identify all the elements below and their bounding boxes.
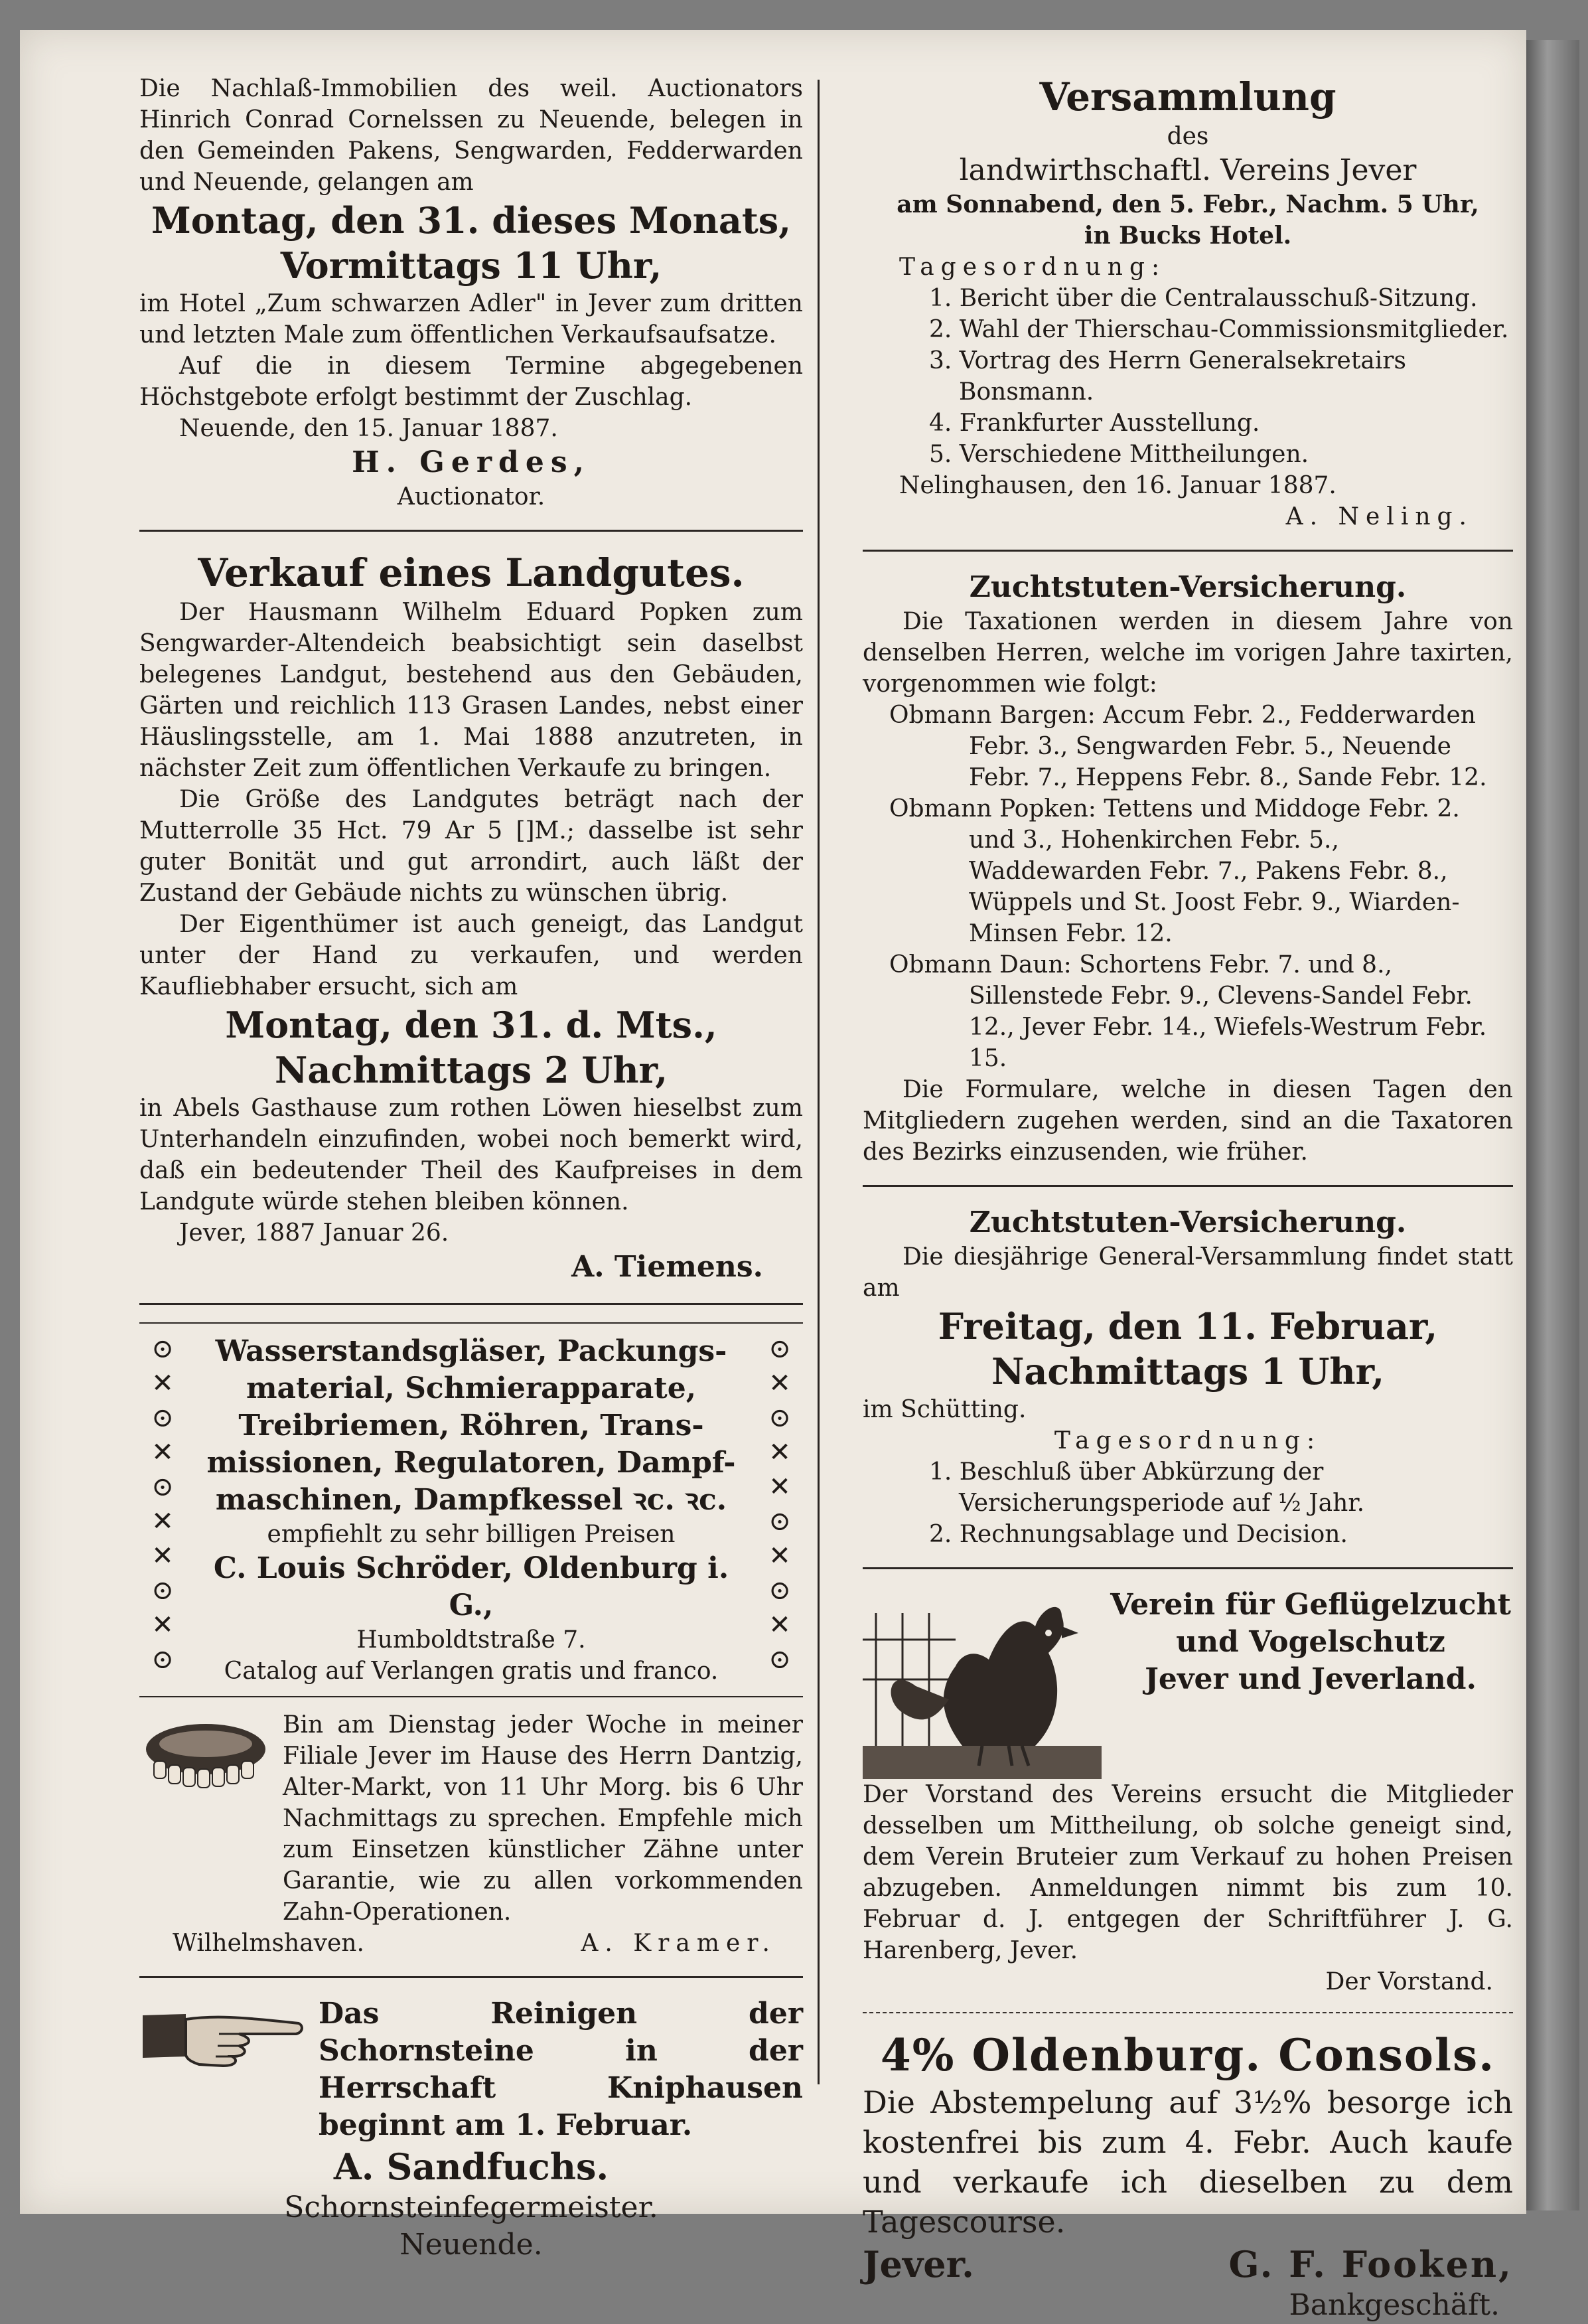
dentist-text: Bin am Dienstag jeder Woche in meiner Filiale Jever im Hause des Herrn Dantzig, Alter-Markt, von 11 Uhr Morg. bis 6 Uhr Nachmittags zu sprechen. Empfehle mich zum Einsetzen künstlicher Zähne unter Garantie, wie zu allen vorkommenden Zahn-Operationen. <box>283 1711 803 1926</box>
assembly-title: Versammlung <box>1039 74 1336 119</box>
ornament-icon: ⊙ <box>151 1403 174 1433</box>
ornament-icon: ⊙ <box>151 1575 174 1606</box>
right-column <box>863 73 1513 2324</box>
list-item: Obmann Bargen: Accum Febr. 2., Fedderwarden Febr. 3., Sengwarden Febr. 5., Neuende Febr. 7., Heppens Febr. 8., Sande Febr. 12. <box>889 702 1487 791</box>
auction-intro: Die Nachlaß-Immobilien des weil. Auctionators Hinrich Conrad Cornelssen zu Neuende, belegen in den Gemeinden Pakens, Sengwarden, Fedderwarden und Neuende, gelangen am <box>139 75 803 196</box>
ornament-icon: ⊙ <box>151 1334 174 1364</box>
list-item: 3. Vortrag des Herrn Generalsekretairs Bonsmann. <box>929 347 1406 406</box>
ornament-icon: ✕ <box>151 1506 174 1537</box>
list-item: Obmann Daun: Schortens Febr. 7. und 8., Sillenstede Febr. 9., Clevens-Sandel Febr. 12., Jever Febr. 14., Wiefels-Westrum Febr. 15. <box>889 951 1487 1072</box>
chimney-place: Neuende. <box>399 2228 543 2262</box>
dentist-place: Wilhelmshaven. <box>173 1930 364 1957</box>
divider <box>863 2012 1513 2013</box>
auction-dateline: Neuende, den 15. Januar 1887. <box>179 415 558 442</box>
divider <box>863 1185 1513 1187</box>
meeting-place: im Schütting. <box>863 1396 1027 1423</box>
poultry-title1: Verein für Geflügelzucht <box>1110 1588 1511 1622</box>
land-sale-dateline: Jever, 1887 Januar 26. <box>179 1219 449 1247</box>
ornament-icon: ⊙ <box>151 1644 174 1675</box>
land-sale-title: Verkauf eines Landgutes. <box>198 550 745 595</box>
ornament-icon: ⊙ <box>768 1334 791 1364</box>
consols-title: 4% Oldenburg. Consols. <box>880 2029 1496 2081</box>
assembly-org: landwirthschaftl. Vereins Jever <box>959 153 1417 187</box>
divider <box>139 1976 803 1978</box>
list-item: Obmann Popken: Tettens und Middoge Febr. 2. und 3., Hohenkirchen Febr. 5., Waddewarden Febr. 7., Pakens Febr. 8., Wüppels und St. Joost Febr. 9., Wiarden-Minsen Febr. 12. <box>889 795 1460 947</box>
list-item: 1. Beschluß über Abkürzung der Versicherungsperiode auf ½ Jahr. <box>929 1458 1365 1517</box>
divider <box>139 530 803 532</box>
land-sale-p2: Die Größe des Landgutes beträgt nach der Mutterrolle 35 Hct. 79 Ar 5 []M.; dasselbe ist sehr guter Bonität und gut arrondirt, auch läßt der Zustand der Gebäude nichts zu wünschen übrig. <box>139 786 803 907</box>
ornament-icon: ✕ <box>151 1437 174 1468</box>
poultry-title3: Jever und Jeverland. <box>1145 1662 1477 1696</box>
assembly-when: am Sonnabend, den 5. Febr., Nachm. 5 Uhr, <box>897 191 1479 218</box>
ornament-icon: ⊙ <box>768 1644 791 1675</box>
list-item: 1. Bericht über die Centralausschuß-Sitzung. <box>929 285 1478 312</box>
machinery-line2: material, Schmierapparate, <box>246 1371 697 1405</box>
land-sale-p3: Der Eigenthümer ist auch geneigt, das Landgut unter der Hand zu verkaufen, und werden Kaufliebhaber ersucht, sich am <box>139 911 803 1000</box>
book-edge <box>1526 40 1579 2210</box>
ornament-icon: ✕ <box>768 1437 791 1468</box>
meeting-title: Zuchtstuten-Versicherung. <box>969 1205 1407 1239</box>
ad-dentist <box>139 1709 803 1959</box>
assembly-agenda-label: Tagesordnung: <box>899 254 1167 281</box>
auction-place: im Hotel „Zum schwarzen Adler" in Jever zum dritten und letzten Male zum öffentlichen Verkaufsaufsatze. <box>139 290 803 349</box>
auction-time: Vormittags 11 Uhr, <box>280 244 662 287</box>
taxation-p2: Die Formulare, welche in diesen Tagen den Mitgliedern zugehen werden, sind an die Taxatoren des Bezirks einzusenden, wie früher. <box>863 1076 1513 1166</box>
ornament-border-right <box>763 1332 796 1677</box>
divider <box>139 1303 803 1305</box>
consols-place: Jever. <box>863 2243 974 2285</box>
pointing-hand-icon <box>139 1995 305 2075</box>
column-divider <box>818 80 820 2084</box>
land-sale-p1: Der Hausmann Wilhelm Eduard Popken zum Sengwarder-Altendeich beabsichtigt sein daselbst belegenes Landgut, bestehend aus den Gebäuden, Gärten und reichlich 113 Grasen Landes, nebst einer Häuslingsstelle, am 1. Mai 1888 anzutreten, in nächster Zeit zum öffentlichen Verkaufe zu bringen. <box>139 599 803 782</box>
consols-text: Die Abstempelung auf 3½% besorge ich kostenfrei bis zum 4. Febr. Auch kaufe und verkaufe ich dieselben zu dem Tagescourse. <box>863 2084 1513 2240</box>
assembly-signer: A. Neling. <box>1285 503 1473 530</box>
land-sale-p4: in Abels Gasthause zum rothen Löwen hieselbst zum Unterhandeln einzufinden, wobei noch bemerkt wird, daß ein bedeutender Theil des Kaufpreises in dem Landgute würde stehen bleiben können. <box>139 1095 803 1215</box>
machinery-line4: missionen, Regulatoren, Dampf- <box>206 1446 736 1480</box>
dentures-icon <box>139 1709 272 1802</box>
ad-mare-insurance-taxation <box>863 569 1513 1168</box>
roosters-icon <box>863 1587 1102 1779</box>
machinery-catalog: Catalog auf Verlangen gratis und franco. <box>224 1658 719 1685</box>
ornament-icon: ✕ <box>768 1610 791 1640</box>
dentist-signer: A. Kramer. <box>581 1930 776 1957</box>
ornament-icon: ✕ <box>768 1472 791 1502</box>
machinery-line3: Treibriemen, Röhren, Trans- <box>238 1409 704 1442</box>
ad-chimney-sweep <box>139 1995 803 2264</box>
left-column <box>139 73 803 2264</box>
meeting-agenda-label: Tagesordnung: <box>1054 1427 1322 1454</box>
ad-land-sale <box>139 549 803 1286</box>
chimney-text: Das Reinigen der Schornsteine in der Herrschaft Kniphausen beginnt am 1. Februar. <box>319 1997 803 2142</box>
ornament-icon: ✕ <box>768 1368 791 1399</box>
ornament-icon: ⊙ <box>768 1506 791 1537</box>
ad-poultry-club <box>863 1587 1513 1997</box>
machinery-line6: empfiehlt zu sehr billigen Preisen <box>267 1521 676 1548</box>
machinery-firm: C. Louis Schröder, Oldenburg i. G., <box>213 1551 729 1622</box>
poultry-text: Der Vorstand des Vereins ersucht die Mitglieder desselben um Mittheilung, ob solche geneigt sind, dem Verein Bruteier zum Verkauf zu hohen Preisen abzugeben. Anmeldungen nimmt bis zum 10. Februar d. J. entgegen der Schriftführer J. G. Harenberg, Jever. <box>863 1781 1513 1964</box>
land-sale-time: Nachmittags 2 Uhr, <box>274 1049 668 1091</box>
ornament-border-left <box>146 1332 179 1677</box>
meeting-time: Nachmittags 1 Uhr, <box>991 1350 1385 1393</box>
auction-note: Auf die in diesem Termine abgegebenen Höchstgebote erfolgt bestimmt der Zuschlag. <box>139 352 803 411</box>
land-sale-signer: A. Tiemens. <box>571 1250 763 1284</box>
list-item: 2. Rechnungsablage und Decision. <box>929 1521 1348 1548</box>
ornament-icon: ✕ <box>151 1368 174 1399</box>
taxation-title: Zuchtstuten-Versicherung. <box>969 570 1407 604</box>
assembly-des: des <box>1167 123 1209 150</box>
ad-assembly <box>863 73 1513 532</box>
chimney-role: Schornsteinfegermeister. <box>284 2191 658 2224</box>
meeting-date: Freitag, den 11. Februar, <box>938 1305 1438 1348</box>
assembly-dateline: Nelinghausen, den 16. Januar 1887. <box>899 472 1336 499</box>
list-item: 5. Verschiedene Mittheilungen. <box>929 441 1309 468</box>
poultry-sign: Der Vorstand. <box>1325 1968 1493 1995</box>
auction-role: Auctionator. <box>397 483 545 510</box>
ad-machinery <box>139 1322 803 1697</box>
meeting-agenda <box>863 1456 1513 1550</box>
divider <box>863 1567 1513 1569</box>
land-sale-date: Montag, den 31. d. Mts., <box>225 1004 717 1046</box>
ornament-icon: ✕ <box>768 1541 791 1571</box>
list-item: 2. Wahl der Thierschau-Commissionsmitglieder. <box>929 316 1509 343</box>
divider <box>863 550 1513 552</box>
chimney-name: A. Sandfuchs. <box>333 2145 609 2188</box>
ad-estate-auction <box>139 73 803 512</box>
machinery-line5: maschinen, Dampfkessel ꝛc. ꝛc. <box>215 1483 727 1517</box>
taxation-schedule <box>863 700 1513 1074</box>
ornament-icon: ✕ <box>151 1610 174 1640</box>
machinery-street: Humboldtstraße 7. <box>356 1626 586 1654</box>
assembly-where: in Bucks Hotel. <box>1084 222 1292 250</box>
meeting-p1: Die diesjährige General-Versammlung findet statt am <box>863 1243 1513 1302</box>
ornament-icon: ⊙ <box>768 1575 791 1606</box>
assembly-agenda <box>863 283 1513 470</box>
ornament-icon: ⊙ <box>768 1403 791 1433</box>
list-item: 4. Frankfurter Ausstellung. <box>929 410 1260 437</box>
ornament-icon: ⊙ <box>151 1472 174 1502</box>
auction-date: Montag, den 31. dieses Monats, <box>151 199 792 242</box>
ornament-icon: ✕ <box>151 1541 174 1571</box>
ad-consols <box>863 2028 1513 2324</box>
taxation-p1: Die Taxationen werden in diesem Jahre von denselben Herren, welche im vorigen Jahre taxirten, vorgenommen wie folgt: <box>863 608 1513 698</box>
auction-signer: H. Gerdes, <box>352 445 591 479</box>
consols-role: Bankgeschäft. <box>1289 2288 1500 2322</box>
consols-firm: G. F. Fooken, <box>1228 2243 1513 2285</box>
machinery-line1: Wasserstandsgläser, Packungs- <box>215 1334 727 1368</box>
ad-mare-insurance-meeting <box>863 1204 1513 1550</box>
poultry-title2: und Vogelschutz <box>1176 1625 1445 1659</box>
